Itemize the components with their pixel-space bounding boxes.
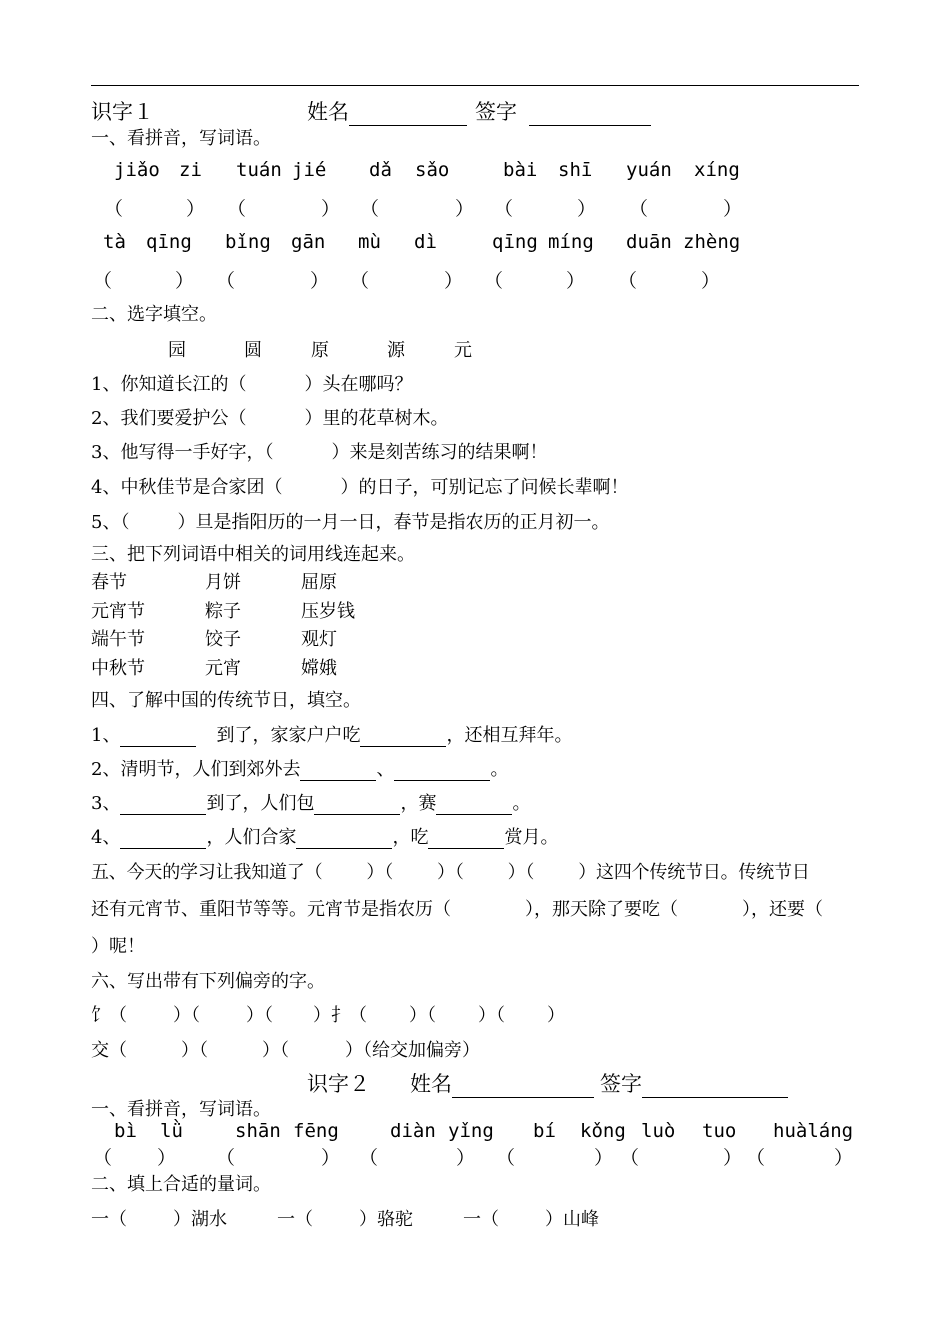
s1-q2-item-4: 4、中秋佳节是合家团（ ）的日子，可别记忘了问候长辈啊！ bbox=[91, 477, 629, 498]
s1-q2-item-5: 5、（ ）旦是指阳历的一月一日，春节是指农历的正月初一。 bbox=[91, 512, 610, 533]
fill-line[interactable] bbox=[428, 830, 504, 849]
s1-q6-row-1: 饣（ ）（ ）（ ）扌（ ）（ ）（ ） bbox=[91, 1005, 565, 1026]
s1-q5-line-2: 还有元宵节、重阳节等等。元宵节是指农历（ ），那天除了要吃（ ），还要（ bbox=[91, 899, 823, 920]
fill-line[interactable] bbox=[120, 796, 206, 815]
s1-q5-line-3: ）呢！ bbox=[91, 936, 145, 957]
section1-sign-label: 签字 bbox=[475, 96, 651, 126]
s1-q4-line-3: 3、 到了，人们包 ，赛 。 bbox=[91, 793, 531, 814]
s1-q3-heading: 三、把下列词语中相关的词用线连起来。 bbox=[91, 544, 415, 565]
section1-title: 识字１ bbox=[91, 100, 154, 124]
s2-q2-items: 一（ ）湖水 一（ ）骆驼 一（ ）山峰 bbox=[91, 1209, 599, 1230]
s1-q2-item-1: 1、你知道长江的（ ）头在哪吗？ bbox=[91, 374, 413, 395]
fill-line[interactable] bbox=[300, 762, 376, 781]
sign-blank[interactable] bbox=[529, 105, 651, 126]
section2-name-label: 姓名 bbox=[410, 1068, 594, 1098]
fill-line[interactable] bbox=[394, 762, 490, 781]
sign-blank[interactable] bbox=[642, 1077, 788, 1098]
fill-line[interactable] bbox=[314, 796, 400, 815]
s2-q2-heading: 二、填上合适的量词。 bbox=[91, 1174, 271, 1195]
section2-title: 识字２ bbox=[307, 1072, 370, 1096]
s1-q1-heading: 一、看拼音，写词语。 bbox=[91, 128, 271, 149]
s1-q5-line-1: 五、今天的学习让我知道了（ ）（ ）（ ）（ ）这四个传统节日。传统节日 bbox=[91, 862, 810, 883]
fill-line[interactable] bbox=[436, 796, 512, 815]
section1-name-label: 姓名 bbox=[307, 96, 467, 126]
fill-line[interactable] bbox=[120, 830, 206, 849]
section2-sign-label: 签字 bbox=[600, 1068, 788, 1098]
s2-q1-heading: 一、看拼音，写词语。 bbox=[91, 1099, 271, 1120]
fill-line[interactable] bbox=[360, 728, 446, 747]
s1-q4-line-1: 1、 到了，家家户户吃 ，还相互拜年。 bbox=[91, 725, 573, 746]
s1-q2-item-3: 3、他写得一手好字，（ ）来是刻苦练习的结果啊！ bbox=[91, 442, 548, 463]
name-blank[interactable] bbox=[349, 105, 467, 126]
top-rule bbox=[91, 85, 859, 86]
name-blank[interactable] bbox=[452, 1077, 594, 1098]
s1-q6-heading: 六、写出带有下列偏旁的字。 bbox=[91, 971, 325, 992]
s1-q6-row-2: 交（ ）（ ）（ ）（给交加偏旁） bbox=[91, 1040, 480, 1061]
s1-q2-item-2: 2、我们要爱护公（ ）里的花草树木。 bbox=[91, 408, 449, 429]
s1-q4-line-2: 2、清明节，人们到郊外去 、 。 bbox=[91, 759, 509, 780]
fill-line[interactable] bbox=[296, 830, 392, 849]
s1-q4-line-4: 4、 ，人们合家 ，吃 赏月。 bbox=[91, 827, 559, 848]
s1-q2-heading: 二、选字填空。 bbox=[91, 304, 217, 325]
fill-line[interactable] bbox=[120, 728, 196, 747]
s1-q4-heading: 四、了解中国的传统节日，填空。 bbox=[91, 690, 361, 711]
